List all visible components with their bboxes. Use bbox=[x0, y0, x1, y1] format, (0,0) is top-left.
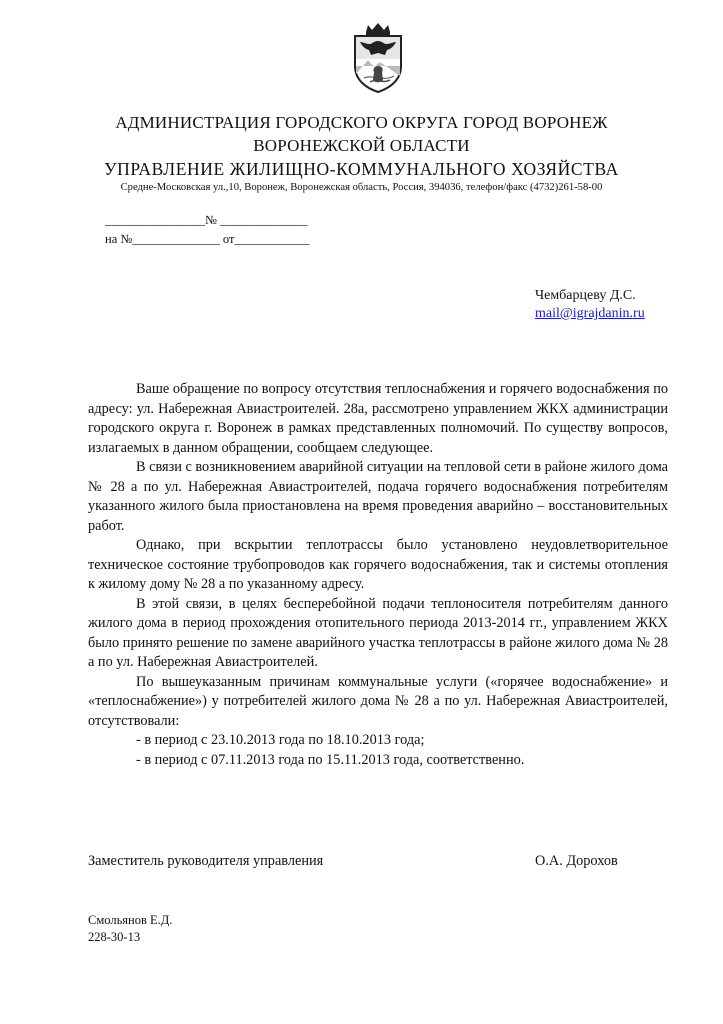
org-name-line1: АДМИНИСТРАЦИЯ ГОРОДСКОГО ОКРУГА ГОРОД ВОРОНЕЖ bbox=[115, 113, 608, 132]
list-item: - в период с 23.10.2013 года по 18.10.2013 года; bbox=[136, 732, 425, 748]
body-paragraph: В этой связи, в целях бесперебойной подачи теплоносителя потребителям данного жилого дома в период прохождения отопительного периода 2013-2014 гг., управлением ЖКХ было принято решение по замене аварийного участка теплотрассы в районе жилого дома № 28 а по ул. Набережная Авиастроителей. bbox=[88, 595, 668, 670]
org-name-line2: ВОРОНЕЖСКОЙ ОБЛАСТИ bbox=[253, 136, 470, 155]
body-paragraph: Однако, при вскрытии теплотрассы было установлено неудовлетворительное техническое состояние трубопроводов как горячего водоснабжения, так и системы отопления к жилому дому № 28 а по указанному адресу. bbox=[88, 537, 668, 592]
department-name: УПРАВЛЕНИЕ ЖИЛИЩНО-КОММУНАЛЬНОГО ХОЗЯЙСТВА bbox=[104, 159, 619, 179]
signatory-name: О.А. Дорохов bbox=[535, 853, 618, 869]
executor-name: Смольянов Е.Д. bbox=[88, 913, 173, 927]
executor-block bbox=[88, 912, 172, 946]
body-paragraph: Ваше обращение по вопросу отсутствия теплоснабжения и горячего водоснабжения по адресу: ул. Набережная Авиастроителей. 28а, рассмотрено управлением ЖКХ администрации городского округа г. Воронеж в рамках представленных полномочий. По существу вопросов, излагаемых в данном обращении, сообщаем следующее. bbox=[88, 381, 668, 456]
signatory-position: Заместитель руководителя управления bbox=[88, 853, 324, 869]
recipient-name: Чембарцеву Д.С. bbox=[535, 288, 636, 303]
list-item: - в период с 07.11.2013 года по 15.11.2013 года, соответственно. bbox=[136, 751, 525, 768]
body-paragraph: В связи с возникновением аварийной ситуации на тепловой сети в районе жилого дома № 28 а по ул. Набережная Авиастроителей, подача горячего водоснабжения потребителям указанного жилого была приостановлена на время проведения аварийно – восстановительных работ. bbox=[88, 459, 668, 534]
outgoing-number-line: ________________№ ______________ bbox=[105, 213, 308, 227]
letter-body bbox=[88, 380, 668, 770]
executor-phone: 228-30-13 bbox=[88, 930, 141, 944]
period-list bbox=[88, 731, 668, 770]
recipient-block bbox=[535, 287, 645, 323]
body-paragraph: По вышеуказанным причинам коммунальные услуги («горячее водоснабжение» и «теплоснабжение») у потребителей жилого дома № 28 а по ул. Набережная Авиастроителей, отсутствовали: bbox=[88, 673, 668, 729]
org-address: Средне-Московская ул.,10, Воронеж, Воронежская область, Россия, 394036, телефон/факс (4732)261-58-00 bbox=[120, 182, 603, 193]
recipient-email-link[interactable]: mail@igrajdanin.ru bbox=[535, 306, 645, 321]
coat-of-arms-icon bbox=[350, 22, 406, 94]
incoming-reference-line: на №______________ от____________ bbox=[105, 232, 310, 246]
